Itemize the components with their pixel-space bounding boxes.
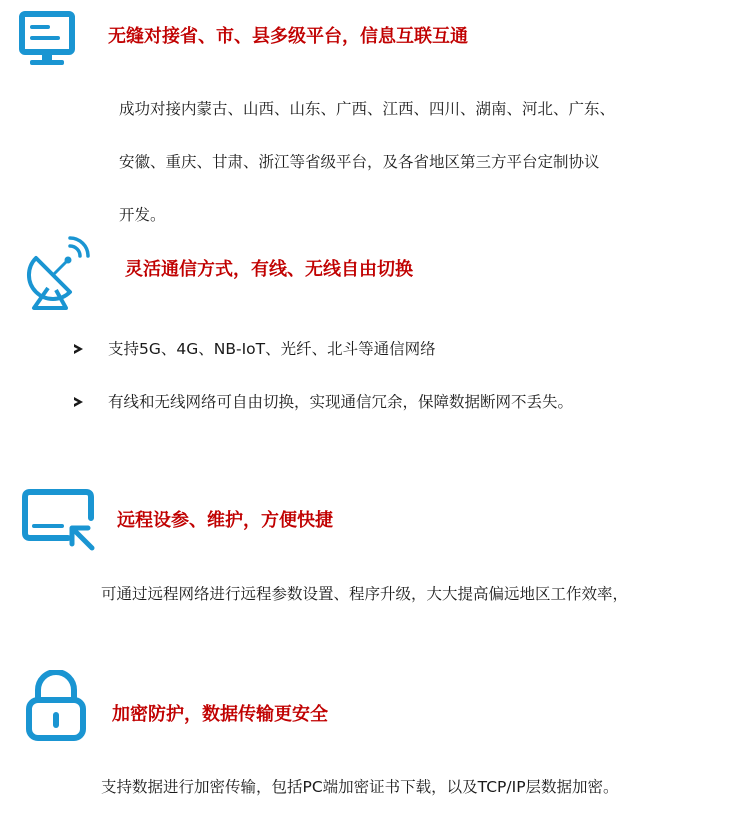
section-title-platform: 无缝对接省、市、县多级平台，信息互联互通: [108, 26, 468, 47]
section-body-remote: [101, 568, 628, 621]
body-line: 安徽、重庆、甘肃、浙江等省级平台，及各省地区第三方平台定制协议: [119, 153, 600, 171]
body-line: 可通过远程网络进行远程参数设置、程序升级，大大提高偏远地区工作效率，: [101, 585, 629, 603]
arrow-bullet-icon: [74, 344, 83, 354]
body-line: 成功对接内蒙古、山西、山东、广西、江西、四川、湖南、河北、广东、: [119, 100, 616, 118]
arrow-bullet-icon: [74, 397, 83, 407]
section-title-remote: 远程设参、维护，方便快捷: [117, 510, 333, 531]
remote-screen-icon: [20, 488, 96, 552]
lock-icon: [24, 670, 88, 742]
body-line: 支持数据进行加密传输，包括PC端加密证书下载，以及TCP/IP层数据加密。: [101, 778, 619, 796]
body-line: 开发。: [119, 206, 166, 224]
section-title-communication: 灵活通信方式，有线、无线自由切换: [125, 259, 413, 280]
section-body-platform: [119, 83, 615, 242]
section-body-security: [101, 761, 619, 814]
satellite-dish-icon: [26, 232, 94, 312]
monitor-icon: [18, 10, 76, 68]
section-title-security: 加密防护，数据传输更安全: [112, 704, 328, 725]
